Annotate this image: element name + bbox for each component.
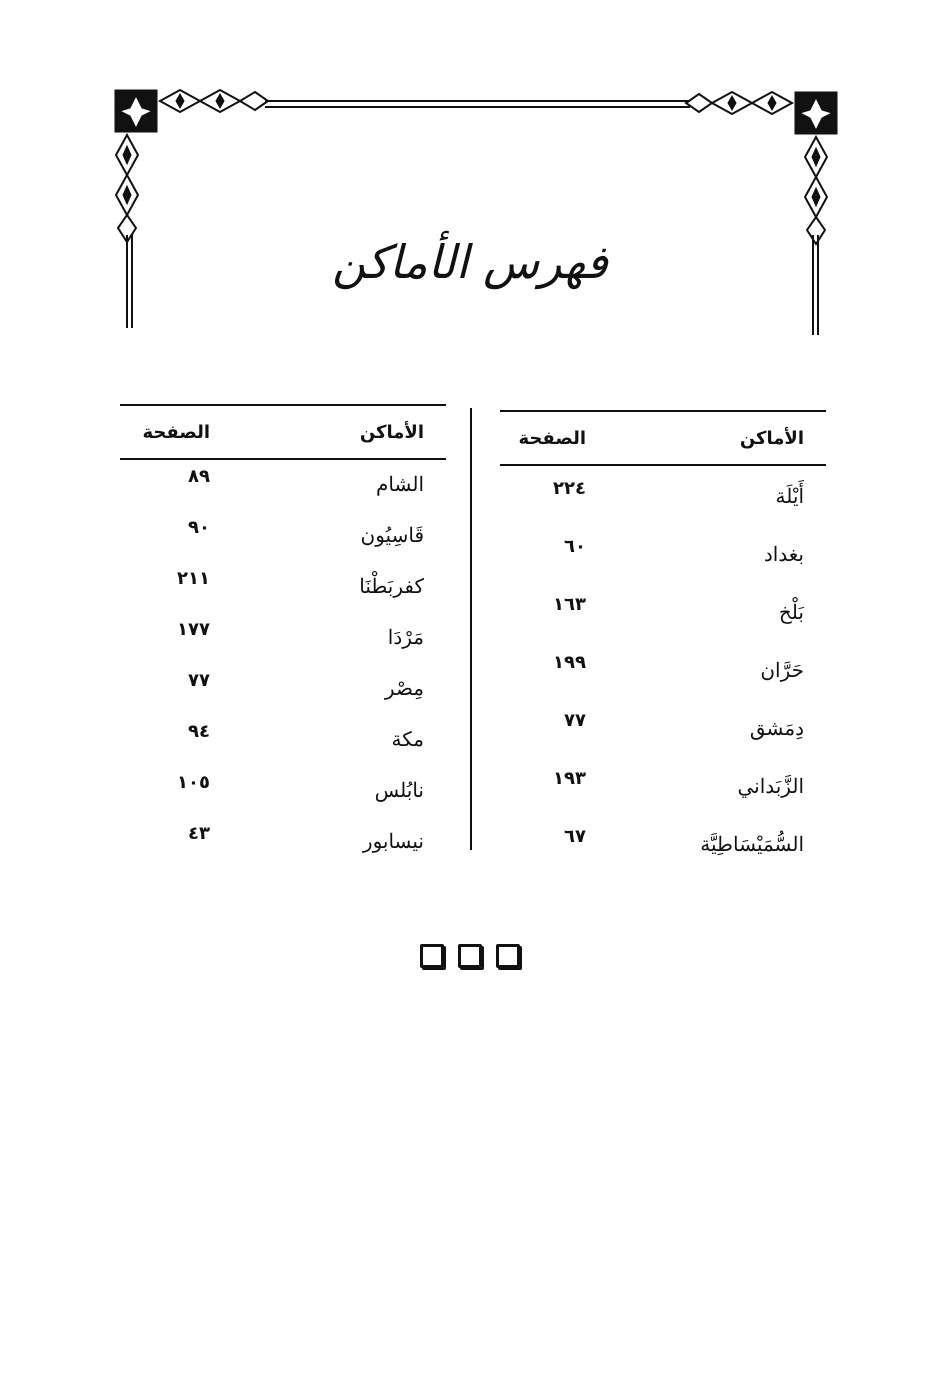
square-ornament-icon (458, 944, 482, 968)
column-divider (470, 408, 472, 850)
page-number: ٢١١ (177, 568, 210, 589)
header-page: الصفحة (142, 422, 210, 443)
square-ornament-icon (496, 944, 520, 968)
place-name: الشام (376, 472, 424, 496)
page-title: فهرس الأماكن (332, 235, 608, 289)
table-row (120, 715, 446, 766)
page-number: ١٦٣ (553, 594, 586, 615)
table-row (500, 698, 826, 756)
page-number: ٢٢٤ (553, 478, 586, 499)
table-row (500, 640, 826, 698)
table-row (120, 613, 446, 664)
table-row (120, 511, 446, 562)
header-page: الصفحة (518, 428, 586, 449)
place-name: مِصْر (384, 676, 424, 700)
place-name: مكة (391, 727, 424, 751)
page-number: ٦٧ (564, 826, 586, 847)
table-row (500, 582, 826, 640)
places-index-table-right (500, 410, 826, 872)
page-number: ٩٤ (188, 721, 210, 742)
page-number: ٧٧ (564, 710, 586, 731)
square-ornament-icon (420, 944, 444, 968)
corner-ornament-top-right (686, 92, 837, 244)
table-row (500, 814, 826, 872)
page-number: ٦٠ (564, 536, 586, 557)
table-row (120, 817, 446, 868)
table-row (500, 466, 826, 524)
page-number: ٨٩ (188, 466, 210, 487)
table-row (120, 562, 446, 613)
place-name: بَلْخ (778, 600, 804, 624)
page-number: ١٩٣ (553, 768, 586, 789)
page-number: ١٩٩ (553, 652, 586, 673)
corner-ornament-top-left (115, 90, 268, 242)
table-header (500, 412, 826, 466)
table-row (500, 524, 826, 582)
place-name: قَاسِيُون (360, 523, 424, 547)
places-index-table-left (120, 404, 446, 868)
page-number: ٤٣ (188, 823, 210, 844)
header-places: الأماكن (739, 428, 804, 449)
place-name: بغداد (763, 542, 804, 566)
table-row (500, 756, 826, 814)
page-number: ١٠٥ (177, 772, 210, 793)
place-name: الزَّبَداني (737, 774, 804, 798)
place-name: حَرَّان (760, 658, 804, 682)
end-ornament (420, 944, 520, 970)
page-number: ٧٧ (188, 670, 210, 691)
place-name: كفربَطْنَا (359, 574, 424, 598)
page-number: ٩٠ (188, 517, 210, 538)
table-header (120, 406, 446, 460)
place-name: نيسابور (362, 829, 424, 853)
place-name: مَرْدَا (387, 625, 424, 649)
table-row (120, 460, 446, 511)
header-places: الأماكن (359, 422, 424, 443)
place-name: نابُلس (374, 778, 424, 802)
decorative-frame (0, 0, 940, 400)
place-name: أَيْلَة (775, 484, 804, 508)
place-name: السُّمَيْسَاطِيَّة (700, 832, 804, 856)
page-number: ١٧٧ (177, 619, 210, 640)
table-row (120, 664, 446, 715)
table-row (120, 766, 446, 817)
place-name: دِمَشق (749, 716, 804, 740)
